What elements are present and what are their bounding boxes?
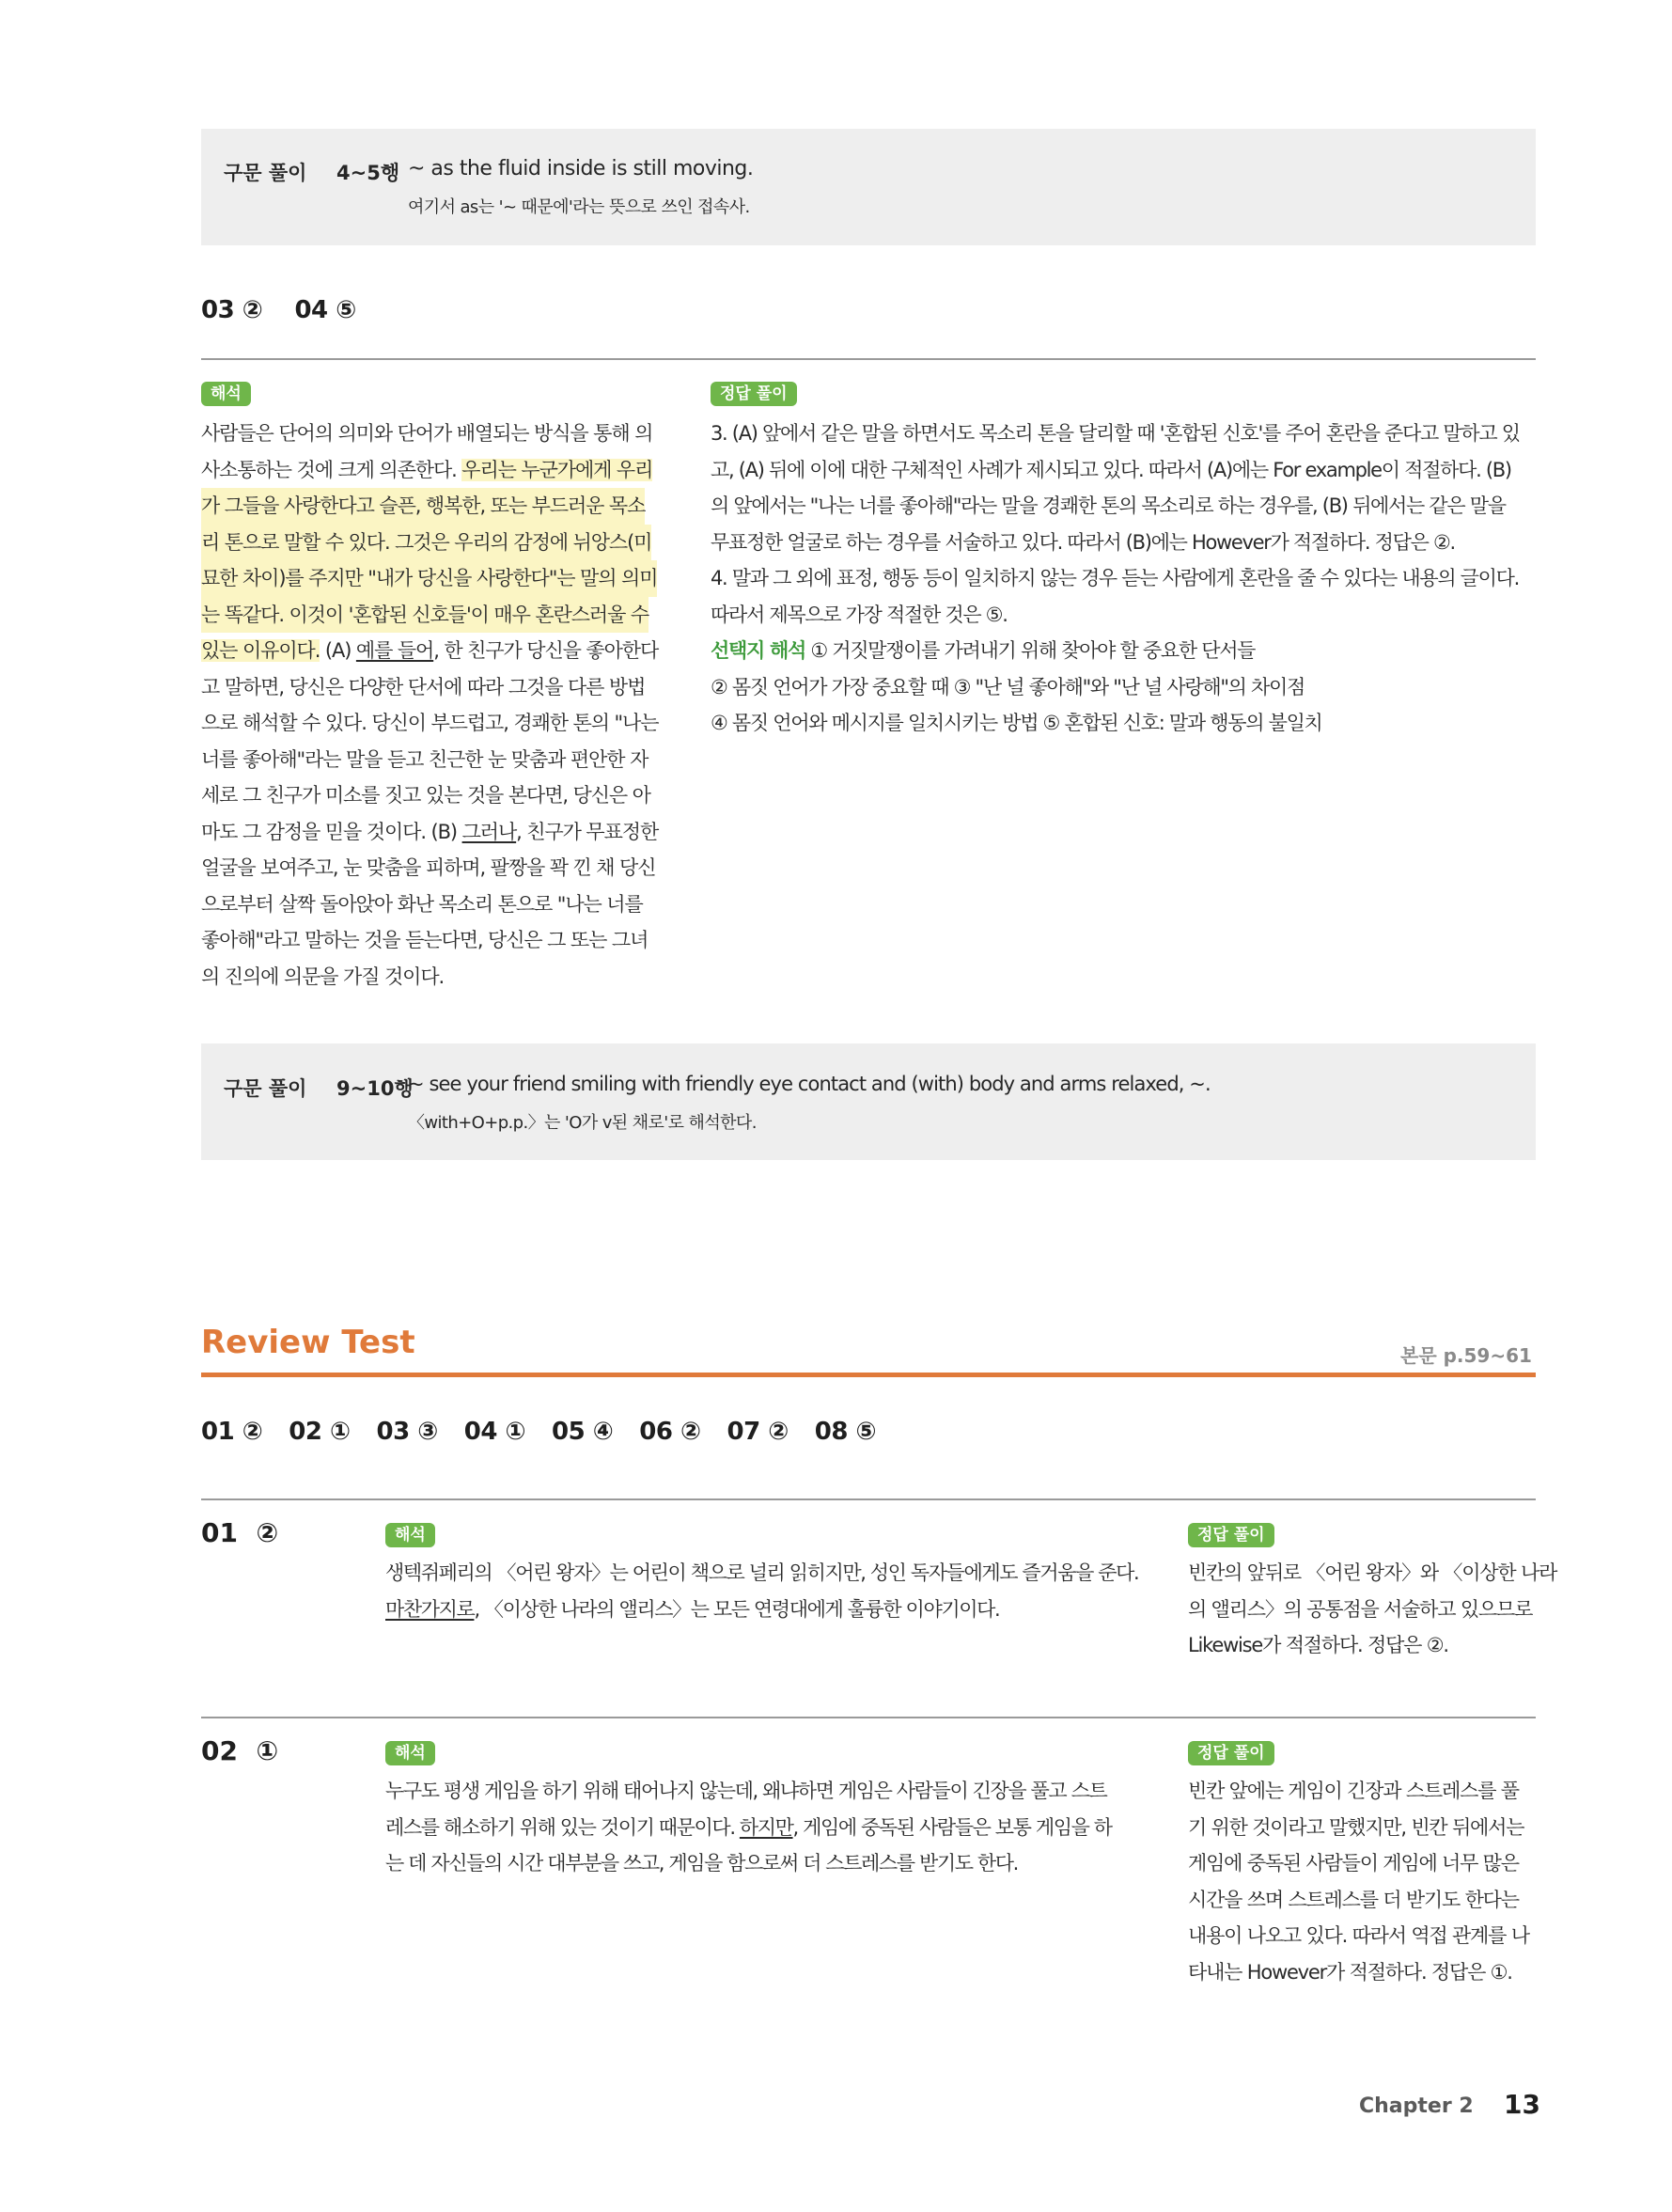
explanation-badge: 정답 풀이 [711, 382, 797, 406]
divider [201, 1717, 1536, 1718]
syntax-note: 〈with+O+p.p.〉는 'O가 v된 채로'로 해석한다. [408, 1113, 757, 1133]
review-answer: 04 ① [463, 1418, 525, 1446]
syntax-english: ~ see your friend smiling with friendly eye contact and (with) body and arms relaxed, ~. [408, 1073, 1211, 1095]
explanation-line: 4. 말과 그 외에 표정, 행동 등이 일치하지 않는 경우 듣는 사람에게 혼란을 줄 수 있다는 내용의 글이다. [711, 567, 1520, 589]
explanation-line: ② 몸짓 언어가 가장 중요할 때 ③ "난 널 좋아해"와 "난 널 사랑해"의 차이점 [711, 675, 1305, 698]
review-test-title: Review Test [201, 1324, 415, 1361]
explanation-badge: 정답 풀이 [1188, 1741, 1274, 1765]
review-answer: 02 ① [289, 1418, 351, 1446]
syntax-lines: 9~10행 [336, 1077, 414, 1100]
divider [201, 358, 1536, 360]
translation-line: 는 똑같다. 이것이 '혼합된 신호들'이 매우 혼란스러울 수 [201, 597, 648, 634]
translation-line: 누구도 평생 게임을 하기 위해 태어나지 않는데, 왜냐하면 게임은 사람들이 긴장을 풀고 스트 [385, 1780, 1107, 1802]
translation-line: 너를 좋아해"라는 말을 듣고 친근한 눈 맞춤과 편안한 자 [201, 747, 648, 771]
syntax-note: 여기서 as는 '~ 때문에'라는 뜻으로 쓰인 접속사. [408, 197, 750, 217]
translation-line: 묘한 차이)를 주지만 "내가 당신을 사랑한다"는 말의 의미 [201, 560, 657, 597]
explanation-line: 3. (A) 앞에서 같은 말을 하면서도 목소리 톤을 달리할 때 '혼합된 신호'를 주어 혼란을 준다고 말하고 있 [711, 422, 1520, 445]
translation-line: 가 그들을 사랑한다고 슬픈, 행복한, 또는 부드러운 목소 [201, 488, 645, 525]
syntax-label: 구문 풀이 [224, 162, 307, 184]
explanation-line: 기 위한 것이라고 말했지만, 빈칸 뒤에서는 [1188, 1815, 1524, 1839]
question-number: 02 ① [201, 1735, 279, 1766]
translation-line: 레스를 해소하기 위해 있는 것이기 때문이다. 하지만, 게임에 중독된 사람들은 보통 게임을 하 [385, 1815, 1112, 1839]
review-answer: 07 ② [727, 1418, 789, 1446]
translation-line: 으로부터 살짝 돌아앉아 화난 목소리 톤으로 "나는 너를 [201, 892, 643, 916]
explanation-line: 빈칸 앞에는 게임이 긴장과 스트레스를 풀 [1188, 1780, 1519, 1802]
q01-translation [385, 1555, 1147, 1627]
q02-translation [385, 1773, 1147, 1882]
syntax-lines: 4~5행 [336, 162, 400, 184]
review-answers [201, 1418, 876, 1446]
review-answer: 03 ③ [376, 1418, 438, 1446]
explanation-line: 타내는 However가 적절하다. 정답은 ①. [1188, 1960, 1512, 1984]
footer-chapter: Chapter 2 [1359, 2094, 1474, 2118]
translation-line: 고 말하면, 당신은 다양한 단서에 따라 그것을 다른 방법 [201, 675, 646, 698]
explanation-line: 게임에 중독된 사람들이 게임에 너무 많은 [1188, 1852, 1519, 1875]
translation-line: 으로 해석할 수 있다. 당신이 부드럽고, 경쾌한 톤의 "나는 [201, 712, 659, 734]
syntax-label: 구문 풀이 [224, 1077, 307, 1100]
explanation-text [711, 416, 1538, 742]
q01-explanation [1188, 1555, 1557, 1664]
translation-badge: 해석 [201, 382, 251, 406]
translation-line: 있는 이유이다. (A) 예를 들어, 한 친구가 당신을 좋아한다 [201, 639, 659, 662]
explanation-line: 의 앞에서는 "나는 너를 좋아해"라는 말을 경쾌한 톤의 목소리로 하는 경우를, (B) 뒤에서는 같은 말을 [711, 494, 1506, 517]
explanation-line: 따라서 제목으로 가장 적절한 것은 ⑤. [711, 603, 1008, 626]
explanation-badge: 정답 풀이 [1188, 1523, 1274, 1547]
translation-badge: 해석 [385, 1741, 435, 1765]
translation-line: 는 데 자신들의 시간 대부분을 쓰고, 게임을 함으로써 더 스트레스를 받기도 한다. [385, 1852, 1018, 1875]
divider [201, 1498, 1536, 1500]
translation-line: 마찬가지로, 〈이상한 나라의 앨리스〉는 모든 연령대에게 훌륭한 이야기이다. [385, 1597, 1000, 1621]
translation-line: 사소통하는 것에 크게 의존한다. 우리는 누군가에게 우리 [201, 458, 653, 481]
translation-line: 생텍쥐페리의 〈어린 왕자〉는 어린이 책으로 널리 읽히지만, 성인 독자들에게도 즐거움을 준다. [385, 1561, 1139, 1584]
explanation-line: 빈칸의 앞뒤로 〈어린 왕자〉와 〈이상한 나라 [1188, 1561, 1557, 1584]
review-answer: 01 ② [201, 1418, 263, 1446]
explanation-line: 선택지 해석 ① 거짓말쟁이를 가려내기 위해 찾아야 할 중요한 단서들 [711, 639, 1256, 662]
translation-line: 리 톤으로 말할 수 있다. 그것은 우리의 감정에 뉘앙스(미 [201, 525, 651, 561]
review-answer: 06 ② [639, 1418, 701, 1446]
translation-line: 좋아해"라고 말하는 것을 듣는다면, 당신은 그 또는 그녀 [201, 929, 648, 951]
review-answer: 05 ④ [552, 1418, 614, 1446]
syntax-english: ~ as the fluid inside is still moving. [408, 157, 754, 180]
translation-badge: 해석 [385, 1523, 435, 1547]
answers-top: 03 ② 04 ⑤ [201, 296, 356, 324]
explanation-line: ④ 몸짓 언어와 메시지를 일치시키는 방법 ⑤ 혼합된 신호: 말과 행동의 불일치 [711, 712, 1322, 734]
explanation-line: 무표정한 얼굴로 하는 경우를 서술하고 있다. 따라서 (B)에는 However가 적절하다. 정답은 ②. [711, 530, 1455, 554]
translation-text [201, 416, 662, 995]
page-number: 13 [1504, 2089, 1540, 2120]
question-number: 01 ② [201, 1517, 279, 1548]
translation-line: 의 진의에 의문을 가질 것이다. [201, 965, 445, 988]
translation-line: 세로 그 친구가 미소를 짓고 있는 것을 본다면, 당신은 아 [201, 784, 650, 807]
explanation-line: 시간을 쓰며 스트레스를 더 받기도 한다는 [1188, 1888, 1519, 1911]
explanation-line: 내용이 나오고 있다. 따라서 역접 관계를 나 [1188, 1924, 1529, 1947]
review-answer: 08 ⑤ [814, 1418, 876, 1446]
explanation-line: 고, (A) 뒤에 이에 대한 구체적인 사례가 제시되고 있다. 따라서 (A)에는 For example이 적절하다. (B) [711, 458, 1511, 481]
translation-line: 마도 그 감정을 믿을 것이다. (B) 그러나, 친구가 무표정한 [201, 820, 659, 843]
review-test-page-ref: 본문 p.59~61 [1400, 1344, 1532, 1367]
translation-line: 얼굴을 보여주고, 눈 맞춤을 피하며, 팔짱을 꽉 낀 채 당신 [201, 856, 656, 879]
syntax-box-1 [201, 129, 1536, 245]
explanation-line: Likewise가 적절하다. 정답은 ②. [1188, 1634, 1448, 1656]
choice-translation-label: 선택지 해석 [711, 639, 805, 662]
review-test-rule [201, 1373, 1536, 1377]
translation-line: 사람들은 단어의 의미와 단어가 배열되는 방식을 통해 의 [201, 422, 653, 445]
q02-explanation [1188, 1773, 1538, 1990]
explanation-line: 의 앨리스〉의 공통점을 서술하고 있으므로 [1188, 1597, 1533, 1621]
syntax-box-2 [201, 1043, 1536, 1160]
